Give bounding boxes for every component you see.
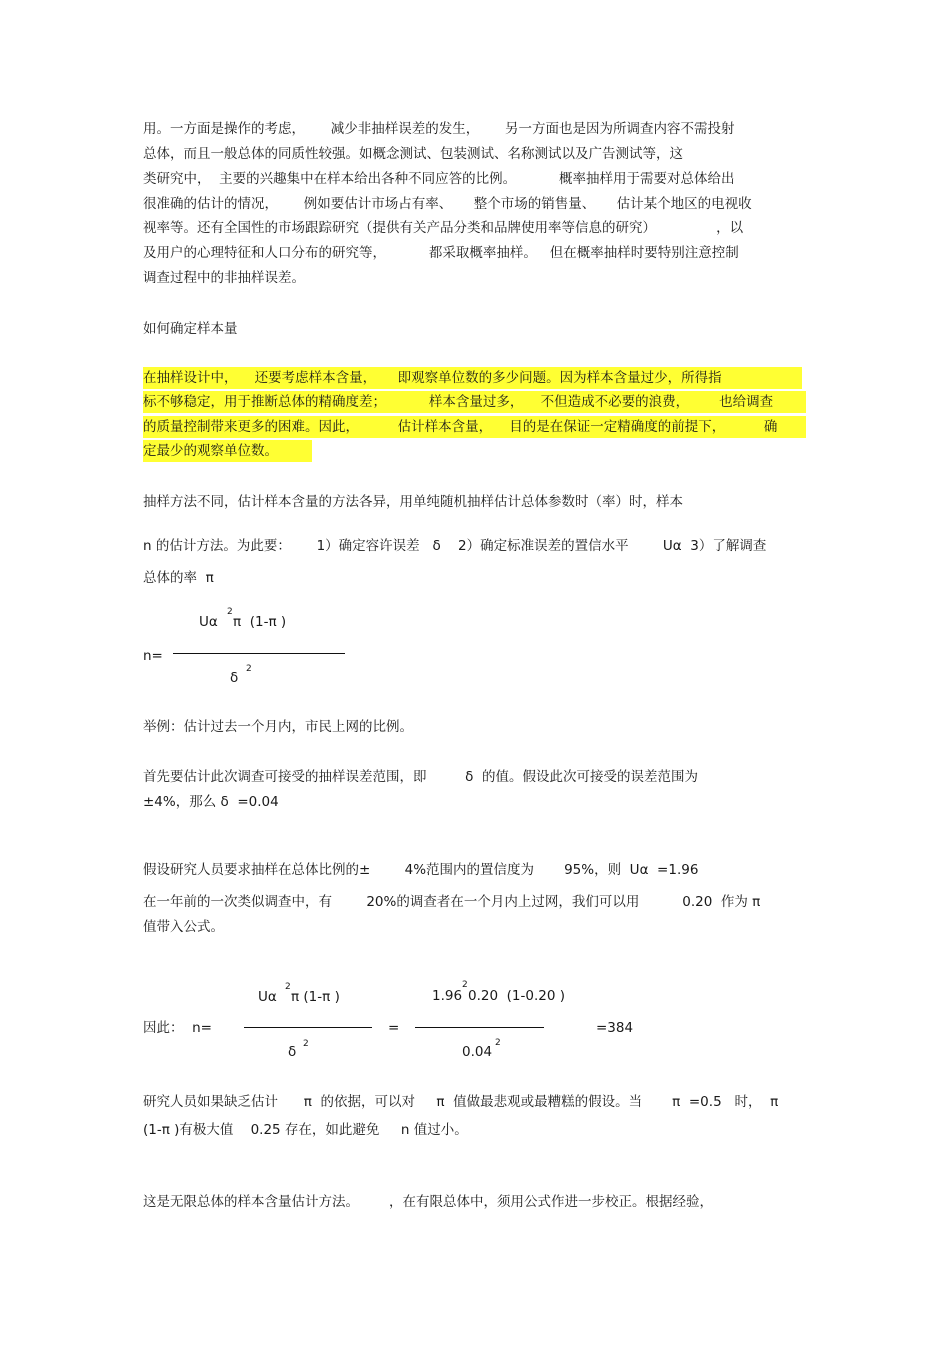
text-line: 在一年前的一次类似调查中，有 20%的调查者在一个月内上过网，我们可以用 0.20 作为 π <box>143 894 761 910</box>
formula-exponent: 2 <box>462 980 468 990</box>
formula-exponent: 2 <box>303 1039 309 1049</box>
highlighted-line: 定最少的观察单位数。 <box>143 440 312 462</box>
section-heading: 如何确定样本量 <box>143 321 238 337</box>
formula-result: =384 <box>596 1020 634 1036</box>
text-line: 这是无限总体的样本含量估计方法。 ，在有限总体中，须用公式作进一步校正。根据经验， <box>143 1194 714 1210</box>
formula-exponent: 2 <box>227 607 233 617</box>
text-line: ±4%，那么 δ =0.04 <box>143 794 279 810</box>
formula-denominator: δ <box>230 670 239 686</box>
formula-numerator-pi: π (1-π ) <box>291 989 340 1005</box>
text-line: 假设研究人员要求抽样在总体比例的± 4%范围内的置信度为 95%，则 Uα =1.96 <box>143 862 699 878</box>
text-line: 研究人员如果缺乏估计 π 的依据，可以对 π 值做最悲观或最糟糕的假设。当 π =0.5 时， π <box>143 1094 779 1110</box>
formula-numerator-u: Uα <box>199 614 218 630</box>
text-line: 首先要估计此次调查可接受的抽样误差范围，即 δ 的值。假设此次可接受的误差范围为 <box>143 769 698 785</box>
text-line: 类研究中， 主要的兴趣集中在样本给出各种不同应答的比例。 概率抽样用于需要对总体给出 <box>143 171 735 187</box>
example-line: 举例：估计过去一个月内，市民上网的比例。 <box>143 719 413 735</box>
text-line: 调查过程中的非抽样误差。 <box>143 270 305 286</box>
text-line: n 的估计方法。为此要： 1）确定容许误差 δ 2）确定标准误差的置信水平 Uα 3）了解调查 <box>143 538 767 554</box>
text-line: 用。一方面是操作的考虑， 减少非抽样误差的发生， 另一方面也是因为所调查内容不需投射 <box>143 121 735 137</box>
fraction-bar <box>244 1027 372 1028</box>
highlighted-line: 在抽样设计中， 还要考虑样本含量， 即观察单位数的多少问题。因为样本含量过少，所得指 <box>143 367 802 389</box>
text-line: 抽样方法不同，估计样本含量的方法各异，用单纯随机抽样估计总体参数时（率）时，样本 <box>143 494 683 510</box>
text-line: 总体，而且一般总体的同质性较强。如概念测试、包装测试、名称测试以及广告测试等，这 <box>143 146 683 162</box>
formula-exponent: 2 <box>495 1038 501 1048</box>
fraction-bar <box>173 653 345 654</box>
text-line: 及用户的心理特征和人口分布的研究等， 都采取概率抽样。 但在概率抽样时要特别注意控制 <box>143 245 739 261</box>
highlighted-line: 的质量控制带来更多的困难。因此， 估计样本含量， 目的是在保证一定精确度的前提下， 确 <box>143 416 806 438</box>
text-line: 值带入公式。 <box>143 919 224 935</box>
highlighted-line: 标不够稳定，用于推断总体的精确度差； 样本含量过多， 不但造成不必要的浪费， 也给调查 <box>143 391 806 413</box>
text-line: 总体的率 π <box>143 570 214 586</box>
formula-numerator-rest: 0.20 (1-0.20 ) <box>468 988 565 1004</box>
formula-exponent: 2 <box>285 982 291 992</box>
formula-denominator: δ <box>288 1044 297 1060</box>
formula-denominator-value: 0.04 <box>462 1044 493 1060</box>
formula-numerator-pi: π (1-π ) <box>233 614 287 630</box>
formula-numerator-u: Uα <box>258 989 277 1005</box>
fraction-bar <box>415 1027 544 1028</box>
formula-equals: = <box>388 1020 400 1036</box>
formula-exponent: 2 <box>246 664 252 674</box>
formula-lhs: n= <box>143 648 163 664</box>
text-line: (1-π )有极大值 0.25 存在，如此避免 n 值过小。 <box>143 1122 468 1138</box>
text-line: 很准确的估计的情况， 例如要估计市场占有率、 整个市场的销售量、 估计某个地区的电视收 <box>143 196 752 212</box>
text-line: 视率等。还有全国性的市场跟踪研究（提供有关产品分类和品牌使用率等信息的研究） ，以 <box>143 220 744 236</box>
formula-prefix: 因此： n= <box>143 1020 212 1036</box>
formula-numerator-value: 1.96 <box>432 988 463 1004</box>
